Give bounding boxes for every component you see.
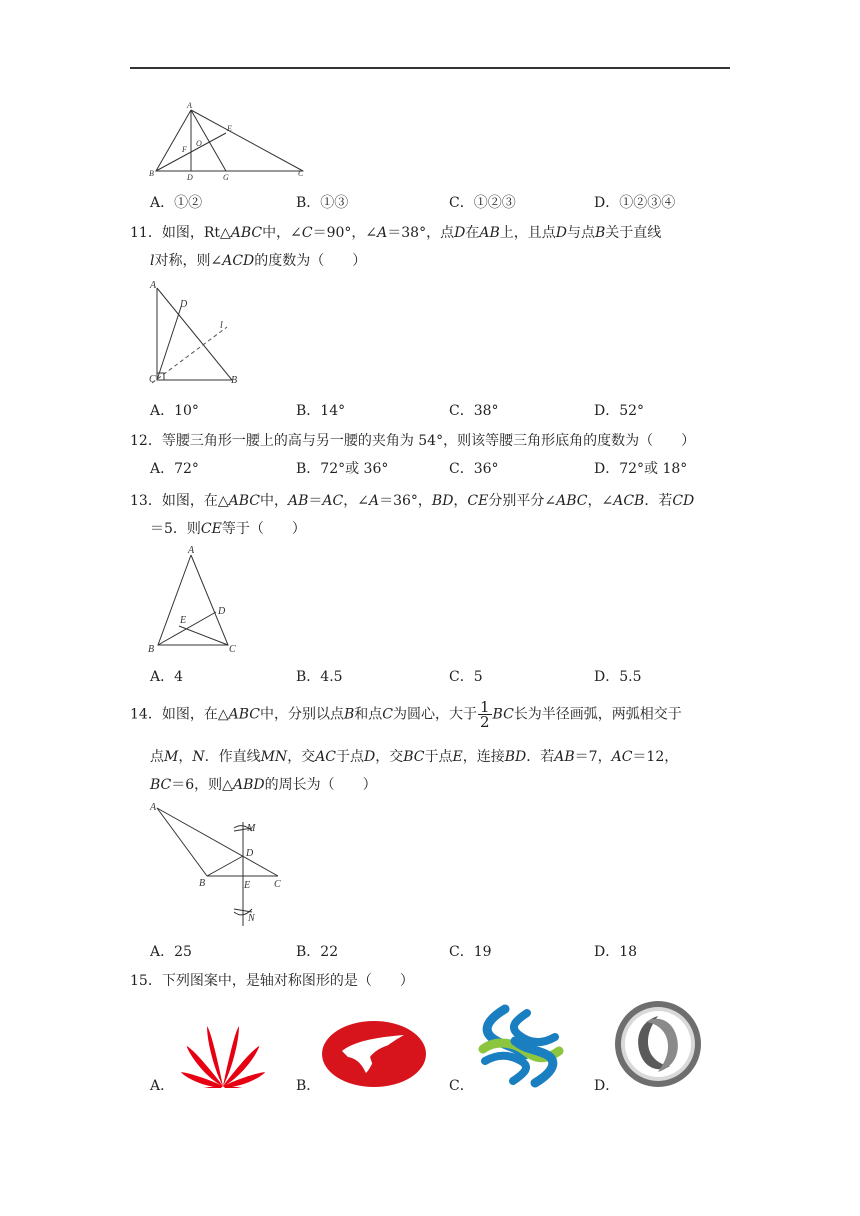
- svg-text:E: E: [227, 124, 232, 133]
- svg-text:A: A: [188, 545, 195, 556]
- dongfeng-logo-icon: [612, 998, 704, 1090]
- q13-figure: [145, 543, 245, 658]
- q11-option-b[interactable]: B．14°: [296, 403, 346, 419]
- svg-text:D: D: [218, 606, 226, 617]
- q10-figure: [145, 100, 315, 182]
- q10-option-a[interactable]: A．①②: [150, 195, 203, 211]
- svg-text:l: l: [220, 320, 223, 331]
- huawei-logo-icon: [175, 1012, 271, 1088]
- q14-figure: [145, 797, 295, 932]
- q14-option-b[interactable]: B．22: [296, 944, 339, 960]
- fraction-one-half: $\frac{1}{2}$: [480, 698, 490, 731]
- q11-option-d[interactable]: D．52°: [594, 403, 645, 419]
- svg-text:C: C: [149, 374, 156, 385]
- svg-text:E: E: [244, 880, 251, 891]
- q14-stem-line2: 点M，N．作直线MN，交AC于点D，交BC于点E，连接BD．若AB＝7，AC＝12，: [150, 749, 679, 765]
- q12-option-c[interactable]: C．36°: [449, 461, 499, 477]
- red-oval-logo-icon: [320, 1019, 428, 1089]
- q11-option-a[interactable]: A．10°: [150, 403, 199, 419]
- svg-text:B: B: [231, 375, 238, 386]
- q13-option-b[interactable]: B．4.5: [296, 669, 343, 685]
- svg-text:A: A: [150, 280, 157, 291]
- q10-option-c[interactable]: C．①②③: [449, 195, 516, 211]
- q15-option-b[interactable]: B．: [296, 1078, 321, 1094]
- svg-text:D: D: [246, 848, 254, 859]
- q14-option-d[interactable]: D．18: [594, 944, 638, 960]
- q12-option-a[interactable]: A．72°: [150, 461, 199, 477]
- svg-text:N: N: [248, 913, 255, 924]
- q15-stem: 15．下列图案中，是轴对称图形的是（ ）: [130, 973, 414, 989]
- q15-option-a[interactable]: A．: [150, 1078, 175, 1094]
- header-rule: [130, 67, 730, 69]
- svg-text:C: C: [274, 879, 281, 890]
- q14-option-a[interactable]: A．25: [150, 944, 192, 960]
- q13-option-c[interactable]: C．5: [449, 669, 483, 685]
- q13-stem-line1: 13．如图，在△ABC中，AB＝AC，∠A＝36°，BD，CE分别平分∠ABC，∠ACB．若CD: [130, 493, 695, 509]
- q11-option-c[interactable]: C．38°: [449, 403, 499, 419]
- svg-text:F: F: [182, 145, 187, 154]
- svg-text:O: O: [196, 139, 202, 148]
- q15-option-d[interactable]: D．: [594, 1078, 620, 1094]
- svg-text:C: C: [298, 169, 304, 178]
- q14-stem-line3: BC＝6，则△ABD的周长为（ ）: [150, 777, 377, 793]
- q11-figure: [145, 278, 245, 388]
- svg-text:A: A: [150, 802, 157, 813]
- svg-text:E: E: [180, 615, 187, 626]
- q13-option-a[interactable]: A．4: [150, 669, 184, 685]
- q10-option-d[interactable]: D．①②③④: [594, 195, 676, 211]
- q12-option-b[interactable]: B．72°或 36°: [296, 461, 389, 477]
- q11-stem-line2: l对称，则∠ACD的度数为（ ）: [150, 253, 367, 269]
- svg-text:C: C: [229, 644, 236, 655]
- q12-stem: 12．等腰三角形一腰上的高与另一腰的夹角为 54°，则该等腰三角形底角的度数为（ ）: [130, 433, 696, 449]
- svg-text:B: B: [148, 644, 155, 655]
- svg-text:B: B: [149, 169, 154, 178]
- q15-option-c[interactable]: C．: [449, 1078, 474, 1094]
- china-mobile-logo-icon: [475, 1003, 565, 1091]
- q10-option-b[interactable]: B．①③: [296, 195, 349, 211]
- q14-option-c[interactable]: C．19: [449, 944, 492, 960]
- q13-stem-line2: ＝5．则CE等于（ ）: [150, 521, 306, 537]
- svg-text:B: B: [199, 878, 206, 889]
- svg-text:D: D: [187, 173, 193, 182]
- svg-text:D: D: [180, 299, 188, 310]
- q11-stem-line1: 11．如图，Rt△ABC中，∠C＝90°，∠A＝38°，点D在AB上，且点D与点B关于直线: [130, 225, 662, 241]
- q14-stem-line1: 14．如图，在△ABC中，分别以点B和点C为圆心，大于 $\frac{1}{2}$ BC长为半径画弧，两弧相交于: [130, 698, 682, 731]
- q13-option-d[interactable]: D．5.5: [594, 669, 642, 685]
- svg-text:A: A: [187, 101, 192, 110]
- q12-option-d[interactable]: D．72°或 18°: [594, 461, 688, 477]
- svg-text:M: M: [247, 823, 256, 834]
- svg-text:G: G: [223, 173, 229, 182]
